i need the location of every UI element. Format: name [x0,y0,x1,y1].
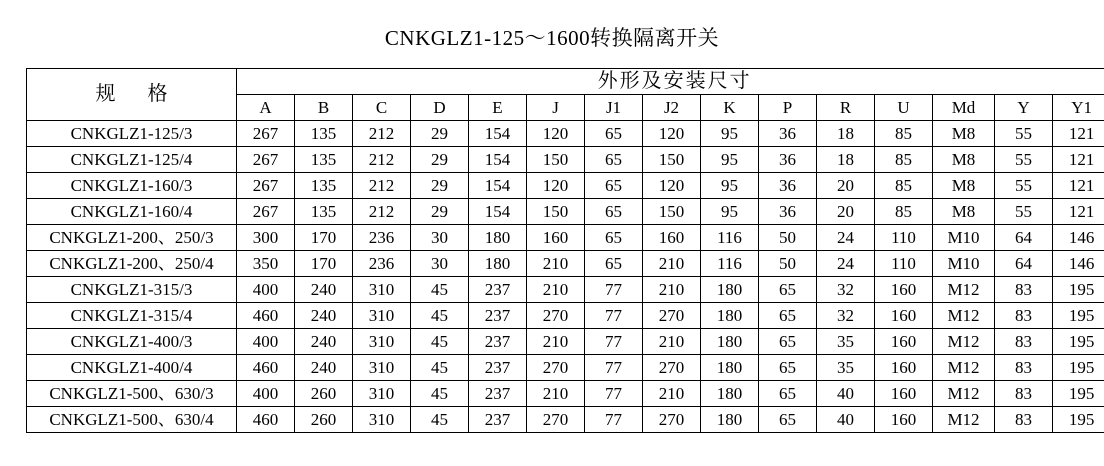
table-body [27,121,1104,433]
table-row [27,199,1104,225]
value-cell: 195 [1053,329,1104,355]
value-cell: 83 [995,355,1053,381]
table-row [27,147,1104,173]
dimensions-table [26,68,1104,433]
model-cell: CNKGLZ1-400/3 [27,329,237,355]
value-cell: 85 [875,199,933,225]
table-row [27,225,1104,251]
value-cell: 120 [527,121,585,147]
value-cell: 95 [701,147,759,173]
value-cell: 270 [643,407,701,433]
value-cell: 83 [995,381,1053,407]
value-cell: 20 [817,199,875,225]
value-cell: 460 [237,407,295,433]
value-cell: 237 [469,407,527,433]
value-cell: M10 [933,251,995,277]
value-cell: 240 [295,329,353,355]
value-cell: 45 [411,329,469,355]
value-cell: 120 [643,121,701,147]
column-header-md: Md [933,95,995,121]
value-cell: 180 [701,303,759,329]
model-cell: CNKGLZ1-200、250/4 [27,251,237,277]
value-cell: 160 [875,355,933,381]
table-row [27,381,1104,407]
model-cell: CNKGLZ1-500、630/3 [27,381,237,407]
value-cell: 160 [875,303,933,329]
value-cell: 110 [875,251,933,277]
value-cell: 20 [817,173,875,199]
value-cell: 310 [353,355,411,381]
value-cell: 35 [817,329,875,355]
value-cell: 50 [759,225,817,251]
value-cell: 310 [353,407,411,433]
value-cell: 210 [643,277,701,303]
value-cell: 18 [817,121,875,147]
value-cell: 237 [469,355,527,381]
value-cell: 95 [701,199,759,225]
table-row [27,355,1104,381]
column-header-r: R [817,95,875,121]
value-cell: 180 [469,225,527,251]
value-cell: 55 [995,173,1053,199]
value-cell: 32 [817,303,875,329]
model-cell: CNKGLZ1-315/3 [27,277,237,303]
value-cell: 460 [237,303,295,329]
value-cell: 310 [353,303,411,329]
value-cell: M8 [933,173,995,199]
value-cell: 29 [411,147,469,173]
value-cell: 135 [295,121,353,147]
value-cell: 146 [1053,251,1104,277]
value-cell: 50 [759,251,817,277]
value-cell: 36 [759,147,817,173]
value-cell: 65 [759,329,817,355]
value-cell: 310 [353,277,411,303]
value-cell: 135 [295,199,353,225]
value-cell: 150 [527,199,585,225]
value-cell: M12 [933,277,995,303]
value-cell: M8 [933,121,995,147]
value-cell: 65 [759,381,817,407]
value-cell: 55 [995,199,1053,225]
value-cell: 65 [585,225,643,251]
value-cell: 32 [817,277,875,303]
value-cell: 150 [527,147,585,173]
value-cell: 65 [759,355,817,381]
value-cell: 77 [585,407,643,433]
value-cell: 85 [875,147,933,173]
value-cell: 180 [701,381,759,407]
model-cell: CNKGLZ1-160/4 [27,199,237,225]
value-cell: 24 [817,251,875,277]
value-cell: 210 [527,277,585,303]
column-header-p: P [759,95,817,121]
value-cell: 36 [759,121,817,147]
table-row [27,121,1104,147]
table-header [27,69,1104,121]
value-cell: 270 [643,303,701,329]
column-header-u: U [875,95,933,121]
value-cell: 150 [643,199,701,225]
value-cell: 400 [237,277,295,303]
value-cell: M10 [933,225,995,251]
value-cell: 210 [643,251,701,277]
value-cell: 180 [701,329,759,355]
page-title: CNKGLZ1-125～1600转换隔离开关 [384,26,720,50]
column-header-y1: Y1 [1053,95,1104,121]
value-cell: 270 [527,355,585,381]
value-cell: 18 [817,147,875,173]
value-cell: 212 [353,121,411,147]
value-cell: 260 [295,381,353,407]
value-cell: 77 [585,329,643,355]
column-header-e: E [469,95,527,121]
value-cell: 120 [643,173,701,199]
table-row [27,407,1104,433]
value-cell: 270 [527,407,585,433]
value-cell: 180 [701,277,759,303]
value-cell: 236 [353,251,411,277]
value-cell: 212 [353,147,411,173]
value-cell: 45 [411,303,469,329]
value-cell: M8 [933,147,995,173]
value-cell: 350 [237,251,295,277]
value-cell: 210 [527,381,585,407]
table-row [27,329,1104,355]
value-cell: 460 [237,355,295,381]
value-cell: 267 [237,173,295,199]
value-cell: 85 [875,121,933,147]
value-cell: 267 [237,121,295,147]
value-cell: 237 [469,277,527,303]
value-cell: 83 [995,407,1053,433]
value-cell: 160 [643,225,701,251]
value-cell: 160 [527,225,585,251]
model-cell: CNKGLZ1-200、250/3 [27,225,237,251]
value-cell: 210 [527,251,585,277]
value-cell: 146 [1053,225,1104,251]
value-cell: 45 [411,381,469,407]
value-cell: 95 [701,173,759,199]
model-cell: CNKGLZ1-160/3 [27,173,237,199]
value-cell: 29 [411,121,469,147]
model-cell: CNKGLZ1-400/4 [27,355,237,381]
value-cell: 77 [585,381,643,407]
value-cell: 121 [1053,147,1104,173]
value-cell: M12 [933,407,995,433]
column-header-k: K [701,95,759,121]
value-cell: 121 [1053,173,1104,199]
value-cell: 36 [759,199,817,225]
value-cell: 210 [643,329,701,355]
value-cell: 24 [817,225,875,251]
value-cell: 400 [237,381,295,407]
value-cell: M12 [933,329,995,355]
value-cell: 270 [527,303,585,329]
value-cell: 45 [411,277,469,303]
value-cell: 270 [643,355,701,381]
value-cell: 310 [353,381,411,407]
value-cell: 160 [875,329,933,355]
value-cell: 110 [875,225,933,251]
value-cell: 77 [585,303,643,329]
value-cell: 212 [353,199,411,225]
value-cell: 36 [759,173,817,199]
value-cell: 212 [353,173,411,199]
column-header-j: J [527,95,585,121]
value-cell: 195 [1053,277,1104,303]
value-cell: 170 [295,251,353,277]
column-header-b: B [295,95,353,121]
value-cell: 300 [237,225,295,251]
model-cell: CNKGLZ1-125/3 [27,121,237,147]
value-cell: 195 [1053,381,1104,407]
spec-header-cell: 规 格 [27,69,237,121]
value-cell: 45 [411,355,469,381]
value-cell: 237 [469,381,527,407]
value-cell: 400 [237,329,295,355]
value-cell: 260 [295,407,353,433]
model-cell: CNKGLZ1-125/4 [27,147,237,173]
value-cell: 40 [817,381,875,407]
value-cell: 160 [875,277,933,303]
value-cell: 85 [875,173,933,199]
value-cell: 160 [875,381,933,407]
value-cell: 65 [585,199,643,225]
value-cell: 195 [1053,355,1104,381]
value-cell: 154 [469,199,527,225]
value-cell: 240 [295,277,353,303]
value-cell: 65 [759,407,817,433]
value-cell: 170 [295,225,353,251]
value-cell: 65 [585,147,643,173]
value-cell: 135 [295,147,353,173]
table-container [0,68,1104,433]
value-cell: 65 [759,277,817,303]
value-cell: 160 [875,407,933,433]
value-cell: 210 [527,329,585,355]
value-cell: 83 [995,277,1053,303]
value-cell: 55 [995,147,1053,173]
value-cell: 150 [643,147,701,173]
value-cell: 121 [1053,121,1104,147]
value-cell: M12 [933,381,995,407]
value-cell: 64 [995,225,1053,251]
value-cell: M12 [933,355,995,381]
value-cell: 240 [295,303,353,329]
value-cell: 195 [1053,407,1104,433]
value-cell: 64 [995,251,1053,277]
value-cell: 154 [469,173,527,199]
value-cell: 83 [995,329,1053,355]
column-header-y: Y [995,95,1053,121]
value-cell: 236 [353,225,411,251]
value-cell: 180 [469,251,527,277]
value-cell: 77 [585,355,643,381]
value-cell: 65 [585,121,643,147]
column-header-a: A [237,95,295,121]
model-cell: CNKGLZ1-500、630/4 [27,407,237,433]
value-cell: 237 [469,329,527,355]
value-cell: 83 [995,303,1053,329]
value-cell: 154 [469,147,527,173]
model-cell: CNKGLZ1-315/4 [27,303,237,329]
value-cell: 180 [701,355,759,381]
value-cell: 35 [817,355,875,381]
value-cell: 154 [469,121,527,147]
header-row-top [27,69,1104,95]
value-cell: 116 [701,251,759,277]
column-header-d: D [411,95,469,121]
value-cell: 120 [527,173,585,199]
column-header-j2: J2 [643,95,701,121]
value-cell: M8 [933,199,995,225]
table-row [27,251,1104,277]
value-cell: M12 [933,303,995,329]
value-cell: 210 [643,381,701,407]
column-header-c: C [353,95,411,121]
value-cell: 116 [701,225,759,251]
value-cell: 180 [701,407,759,433]
value-cell: 29 [411,173,469,199]
value-cell: 65 [585,251,643,277]
table-row [27,303,1104,329]
table-row [27,173,1104,199]
value-cell: 237 [469,303,527,329]
value-cell: 240 [295,355,353,381]
value-cell: 195 [1053,303,1104,329]
value-cell: 30 [411,251,469,277]
value-cell: 40 [817,407,875,433]
column-header-j1: J1 [585,95,643,121]
value-cell: 77 [585,277,643,303]
value-cell: 55 [995,121,1053,147]
value-cell: 95 [701,121,759,147]
value-cell: 65 [585,173,643,199]
dimensions-header-cell: 外形及安装尺寸 [237,69,1104,95]
value-cell: 267 [237,147,295,173]
value-cell: 65 [759,303,817,329]
value-cell: 30 [411,225,469,251]
value-cell: 121 [1053,199,1104,225]
value-cell: 29 [411,199,469,225]
value-cell: 135 [295,173,353,199]
value-cell: 45 [411,407,469,433]
table-row [27,277,1104,303]
value-cell: 267 [237,199,295,225]
value-cell: 310 [353,329,411,355]
